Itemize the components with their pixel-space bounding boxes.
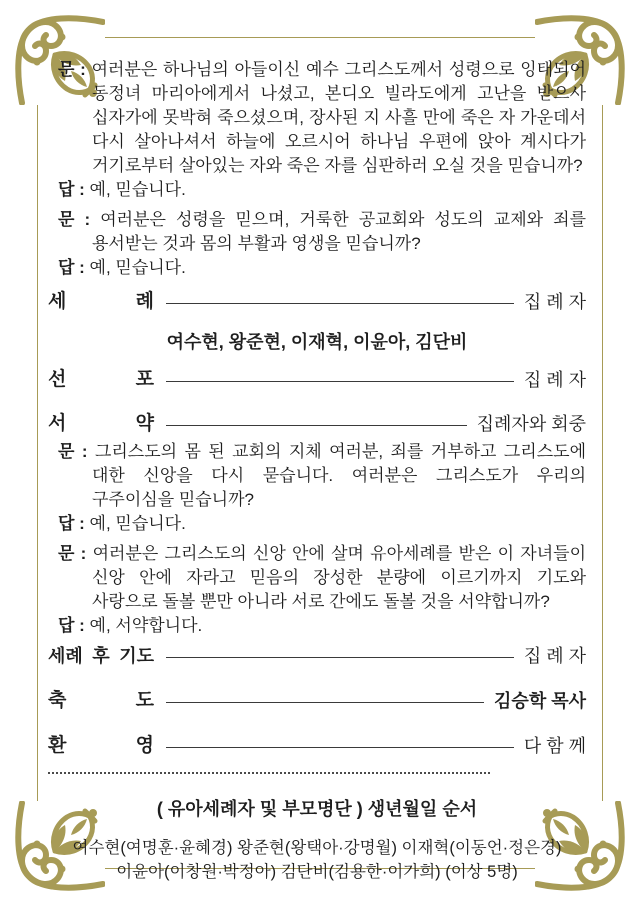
roster-heading: ( 유아세례자 및 부모명단 ) 생년월일 순서 [156, 799, 478, 819]
program-row-title: 서 약 [48, 413, 154, 434]
question-label: 문 : [58, 210, 91, 229]
dotted-separator [48, 772, 490, 774]
answer-text: 답 : 예, 서약합니다. [58, 616, 203, 635]
answer-text: 답 : 예, 믿습니다. [58, 514, 186, 533]
question-text: 문 : 그리스도의 몸 된 교회의 지체 여러분, 죄를 거부하고 그리스도에 대한 신앙을 다시 묻습니다. 여러분은 그리스도가 우리의 구주이심을 믿습니까? [58, 442, 586, 509]
document-content [48, 58, 588, 884]
program-row-title: 세례 후 기도 [48, 646, 154, 666]
qa-block [58, 440, 586, 536]
qa-block [58, 58, 586, 202]
program-row-benediction [48, 689, 586, 713]
question-text: 문 : 여러분은 성령을 믿으며, 거룩한 공교회와 성도의 교제와 죄를 용서받는 것과 몸의 부활과 영생을 믿습니까? [58, 210, 586, 253]
question-label: 문 : [58, 60, 86, 79]
answer-text: 답 : 예, 믿습니다. [58, 180, 186, 199]
answer-label: 답 : [58, 180, 85, 199]
program-row-officiant: 다 함 께 [523, 736, 586, 756]
question-label: 문 : [58, 544, 87, 563]
qa-block [58, 208, 586, 280]
program-row-title: 세 례 [48, 291, 154, 312]
answer-text: 답 : 예, 믿습니다. [58, 258, 186, 277]
answer-label: 답 : [58, 514, 85, 533]
program-row-officiant: 집 례 자 [523, 646, 586, 666]
question-text: 문 : 여러분은 그리스도의 신앙 안에 살며 유아세례를 받은 이 자녀들이 신앙 안에 자라고 믿음의 장성한 분량에 이르기까지 기도와 사랑으로 돌볼 뿐만 아니라 서로 간에도 돌볼 것을 서약합니까? [58, 544, 586, 611]
leader-line [166, 657, 514, 658]
roster-line: 이윤아(이창원·박정아) 김단비(김용한·이가희) (이상 5명) [116, 863, 518, 881]
leader-line [166, 747, 514, 748]
program-row-officiant: 집 례 자 [523, 370, 586, 390]
program-row-vow [48, 412, 586, 436]
program-row-officiant: 김승학 목사 [494, 691, 586, 711]
program-row-title: 선 포 [48, 369, 154, 390]
answer-label: 답 : [58, 258, 85, 277]
program-row-welcome [48, 734, 586, 758]
leader-line [166, 303, 514, 304]
leader-line [166, 425, 467, 426]
program-row-officiant: 집 례 자 [523, 292, 586, 312]
qa-block [58, 542, 586, 638]
roster-line: 여수현(여명훈·윤혜경) 왕준현(왕택아·강명월) 이재혁(이동언·정은경) [72, 839, 562, 857]
question-label: 문 : [58, 442, 88, 461]
leader-line [166, 381, 514, 382]
leader-line [166, 702, 484, 703]
question-text: 문 : 여러분은 하나님의 아들이신 예수 그리스도께서 성령으로 잉태되어 동정녀 마리아에게서 나셨고, 본디오 빌라도에게 고난을 받으사 십자가에 못박혀 죽으셨으며, 장사된 지 사흘 만에 죽은 자 가운데서 다시 살아나셔서 하늘에 오르시어 하나님 우편에 앉아 계시다가 거기로부터 살아있는 자와 죽은 자를 심판하러 오실 것을 믿습니까? [58, 60, 586, 175]
program-row-baptism [48, 290, 586, 314]
program-row-title: 환 영 [48, 735, 154, 756]
baptized-names: 여수현, 왕준현, 이재혁, 이윤아, 김단비 [166, 332, 468, 352]
program-row-officiant: 집례자와 회중 [476, 414, 586, 434]
program-row-prayer-after-baptism [48, 644, 586, 668]
answer-label: 답 : [58, 616, 85, 635]
program-row-proclamation [48, 368, 586, 392]
program-row-title: 축 도 [48, 690, 154, 711]
